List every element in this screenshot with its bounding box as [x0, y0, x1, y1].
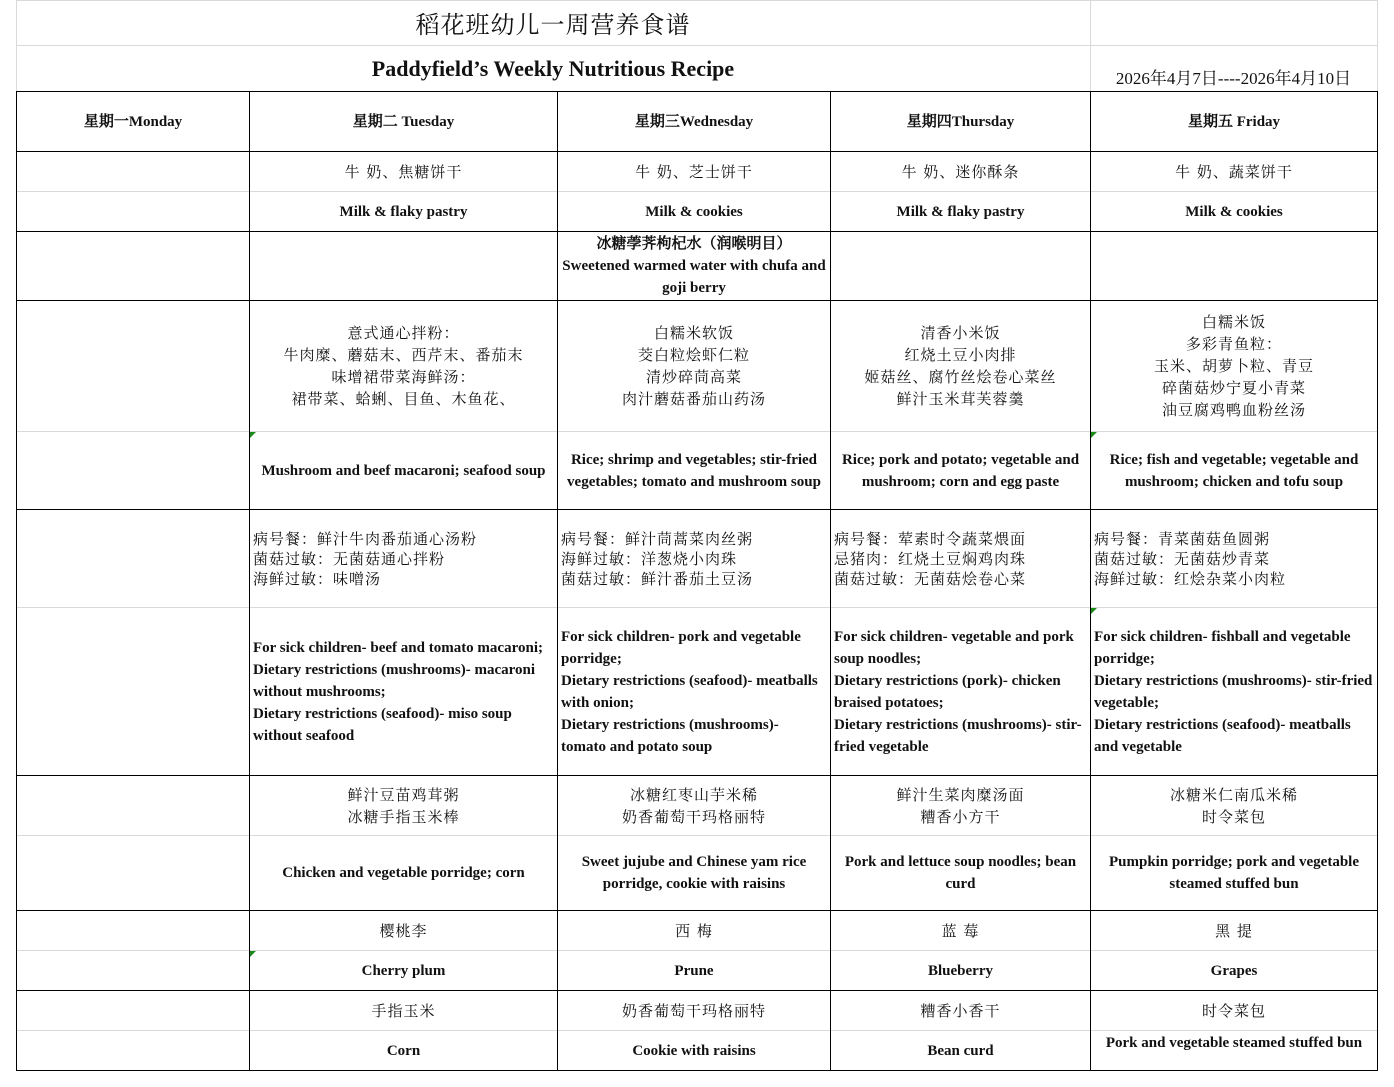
- menu-cell: [17, 432, 250, 510]
- menu-cell: For sick children- vegetable and pork soup noodles; Dietary restrictions (pork)- chicken braised potatoes; Dietary restrictions (mushrooms)- stir-fried vegetable: [831, 608, 1091, 776]
- menu-cell: 西 梅: [558, 911, 831, 951]
- menu-cell: Mushroom and beef macaroni; seafood soup: [250, 432, 558, 510]
- page-title-chinese: 稻花班幼儿一周营养食谱: [415, 13, 691, 39]
- menu-cell: 鲜汁豆苗鸡茸粥 冰糖手指玉米棒: [250, 776, 558, 836]
- menu-cell: Milk & flaky pastry: [831, 192, 1091, 232]
- menu-cell: [17, 301, 250, 432]
- menu-cell: 牛 奶、蔬菜饼干: [1091, 152, 1378, 192]
- fruit-en-row: [17, 951, 1378, 991]
- menu-cell: 时令菜包: [1091, 991, 1378, 1031]
- menu-cell: 清香小米饭 红烧土豆小肉排 姬菇丝、腐竹丝烩卷心菜丝 鲜汁玉米茸芙蓉羹: [831, 301, 1091, 432]
- takehome-en-row: [17, 1031, 1378, 1071]
- menu-cell: 蓝 莓: [831, 911, 1091, 951]
- menu-cell: Milk & cookies: [1091, 192, 1378, 232]
- menu-cell: 意式通心拌粉： 牛肉糜、蘑菇末、西芹末、番茄末 味增裙带菜海鲜汤： 裙带菜、蛤蜊、目鱼、木鱼花、: [250, 301, 558, 432]
- menu-cell: [17, 232, 250, 301]
- breakfast-en-row: [17, 192, 1378, 232]
- menu-cell: 病号餐：鲜汁牛肉番茄通心汤粉 菌菇过敏：无菌菇通心拌粉 海鲜过敏：味噌汤: [250, 510, 558, 608]
- day-header-wednesday: 星期三Wednesday: [558, 92, 831, 152]
- day-header-friday: 星期五 Friday: [1091, 92, 1378, 152]
- menu-cell: 白糯米软饭 茭白粒烩虾仁粒 清炒碎茼高菜 肉汁蘑菇番茄山药汤: [558, 301, 831, 432]
- menu-cell: Pork and lettuce soup noodles; bean curd: [831, 836, 1091, 911]
- drink-row: [17, 232, 1378, 301]
- menu-cell: Rice; fish and vegetable; vegetable and mushroom; chicken and tofu soup: [1091, 432, 1378, 510]
- day-header-tuesday: 星期二 Tuesday: [250, 92, 558, 152]
- menu-cell: [250, 232, 558, 301]
- special-diet-cn-row: [17, 510, 1378, 608]
- menu-cell: 病号餐：鲜汁茼蒿菜肉丝粥 海鲜过敏：洋葱烧小肉珠 菌菇过敏：鲜汁番茄土豆汤: [558, 510, 831, 608]
- menu-cell: 牛 奶、迷你酥条: [831, 152, 1091, 192]
- menu-cell: 冰糖红枣山芋米稀 奶香葡萄干玛格丽特: [558, 776, 831, 836]
- breakfast-cn-row: [17, 152, 1378, 192]
- snack-cn-row: [17, 776, 1378, 836]
- menu-cell: [17, 776, 250, 836]
- menu-cell: 手指玉米: [250, 991, 558, 1031]
- menu-cell: 糟香小香干: [831, 991, 1091, 1031]
- weekly-menu-table: [16, 91, 1378, 1071]
- menu-cell: Pumpkin porridge; pork and vegetable steamed stuffed bun: [1091, 836, 1378, 911]
- menu-cell: Rice; shrimp and vegetables; stir-fried vegetables; tomato and mushroom soup: [558, 432, 831, 510]
- menu-cell: Blueberry: [831, 951, 1091, 991]
- menu-cell: Prune: [558, 951, 831, 991]
- menu-cell: Rice; pork and potato; vegetable and mushroom; corn and egg paste: [831, 432, 1091, 510]
- day-header-row: [17, 92, 1378, 152]
- menu-cell: For sick children- beef and tomato macaroni; Dietary restrictions (mushrooms)- macaroni without mushrooms; Dietary restrictions (seafood)- miso soup without seafood: [250, 608, 558, 776]
- menu-cell: [17, 152, 250, 192]
- gridline: [1377, 0, 1378, 91]
- menu-cell: 樱桃李: [250, 911, 558, 951]
- menu-cell: Chicken and vegetable porridge; corn: [250, 836, 558, 911]
- menu-cell: Milk & cookies: [558, 192, 831, 232]
- menu-cell: [831, 232, 1091, 301]
- lunch-cn-row: [17, 301, 1378, 432]
- menu-cell: Cherry plum: [250, 951, 558, 991]
- menu-cell: Grapes: [1091, 951, 1378, 991]
- menu-cell: [1091, 232, 1378, 301]
- day-header-monday: 星期一Monday: [17, 92, 250, 152]
- menu-cell: 牛 奶、芝士饼干: [558, 152, 831, 192]
- menu-cell: 病号餐：青菜菌菇鱼圆粥 菌菇过敏：无菌菇炒青菜 海鲜过敏：红烩杂菜小肉粒: [1091, 510, 1378, 608]
- menu-cell: For sick children- pork and vegetable porridge; Dietary restrictions (seafood)- meatballs with onion; Dietary restrictions (mushrooms)- tomato and potato soup: [558, 608, 831, 776]
- menu-cell: 白糯米饭 多彩青鱼粒： 玉米、胡萝卜粒、青豆 碎菌菇炒宁夏小青菜 油豆腐鸡鸭血粉丝汤: [1091, 301, 1378, 432]
- menu-cell: [17, 951, 250, 991]
- takehome-cn-row: [17, 991, 1378, 1031]
- menu-cell: [17, 836, 250, 911]
- menu-cell: 鲜汁生菜肉糜汤面 糟香小方干: [831, 776, 1091, 836]
- menu-cell: 冰糖荸荠枸杞水（润喉明目） Sweetened warmed water with chufa and goji berry: [558, 232, 831, 301]
- menu-cell: Corn: [250, 1031, 558, 1071]
- page-title-english: Paddyfield’s Weekly Nutritious Recipe: [371, 55, 735, 81]
- menu-cell: 黑 提: [1091, 911, 1378, 951]
- menu-cell: Pork and vegetable steamed stuffed bun: [1091, 1031, 1378, 1071]
- lunch-en-row: [17, 432, 1378, 510]
- menu-cell: 奶香葡萄干玛格丽特: [558, 991, 831, 1031]
- menu-cell: Bean curd: [831, 1031, 1091, 1071]
- menu-cell: [17, 192, 250, 232]
- menu-cell: [17, 991, 250, 1031]
- menu-cell: [17, 911, 250, 951]
- menu-cell: Milk & flaky pastry: [250, 192, 558, 232]
- menu-cell: For sick children- fishball and vegetable porridge; Dietary restrictions (mushrooms)- stir-fried vegetable; Dietary restrictions (seafood)- meatballs and vegetable: [1091, 608, 1378, 776]
- special-diet-en-row: [17, 608, 1378, 776]
- menu-cell: Sweet jujube and Chinese yam rice porridge, cookie with raisins: [558, 836, 831, 911]
- menu-cell: 病号餐：荤素时令蔬菜煨面 忌猪肉：红烧土豆焖鸡肉珠 菌菇过敏：无菌菇烩卷心菜: [831, 510, 1091, 608]
- date-range: 2026年4月7日----2026年4月10日: [1115, 69, 1352, 88]
- menu-cell: [17, 510, 250, 608]
- menu-cell: Cookie with raisins: [558, 1031, 831, 1071]
- snack-en-row: [17, 836, 1378, 911]
- menu-cell: 冰糖米仁南瓜米稀 时令菜包: [1091, 776, 1378, 836]
- menu-cell: 牛 奶、焦糖饼干: [250, 152, 558, 192]
- menu-cell: [17, 608, 250, 776]
- day-header-thursday: 星期四Thursday: [831, 92, 1091, 152]
- fruit-cn-row: [17, 911, 1378, 951]
- menu-cell: [17, 1031, 250, 1071]
